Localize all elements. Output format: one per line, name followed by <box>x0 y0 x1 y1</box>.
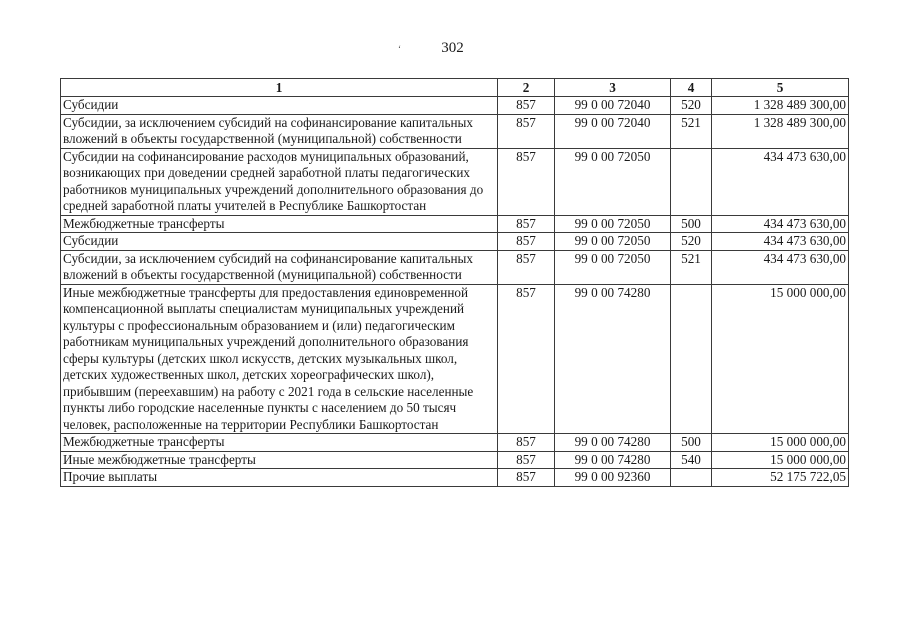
page-number: 302 <box>441 40 464 56</box>
row-grbs: 857 <box>498 148 555 215</box>
table-row <box>61 148 849 215</box>
row-name: Субсидии <box>61 97 498 115</box>
row-name: Иные межбюджетные трансферты <box>61 451 498 469</box>
scan-mark: ‘ <box>398 44 401 54</box>
row-vr <box>671 469 712 487</box>
row-grbs: 857 <box>498 114 555 148</box>
row-amount: 15 000 000,00 <box>712 434 849 452</box>
row-amount: 434 473 630,00 <box>712 233 849 251</box>
row-grbs: 857 <box>498 469 555 487</box>
row-csr: 99 0 00 72040 <box>555 97 671 115</box>
table-row <box>61 451 849 469</box>
row-name: Межбюджетные трансферты <box>61 215 498 233</box>
row-name: Субсидии <box>61 233 498 251</box>
budget-table <box>60 78 849 487</box>
row-grbs: 857 <box>498 215 555 233</box>
row-grbs: 857 <box>498 97 555 115</box>
row-vr: 521 <box>671 250 712 284</box>
row-csr: 99 0 00 72040 <box>555 114 671 148</box>
table-row <box>61 114 849 148</box>
row-grbs: 857 <box>498 233 555 251</box>
row-amount: 1 328 489 300,00 <box>712 114 849 148</box>
table-header-row <box>61 79 849 97</box>
row-grbs: 857 <box>498 434 555 452</box>
row-amount: 434 473 630,00 <box>712 148 849 215</box>
row-csr: 99 0 00 74280 <box>555 434 671 452</box>
row-grbs: 857 <box>498 284 555 434</box>
row-csr: 99 0 00 72050 <box>555 250 671 284</box>
row-csr: 99 0 00 74280 <box>555 451 671 469</box>
table-row <box>61 469 849 487</box>
header-col-1: 1 <box>61 79 498 97</box>
row-grbs: 857 <box>498 451 555 469</box>
table-row <box>61 233 849 251</box>
row-name: Прочие выплаты <box>61 469 498 487</box>
row-amount: 52 175 722,05 <box>712 469 849 487</box>
row-vr <box>671 148 712 215</box>
row-csr: 99 0 00 72050 <box>555 215 671 233</box>
row-name: Субсидии, за исключением субсидий на софинансирование капитальных вложений в объекты государственной (муниципальной) собственности <box>61 250 498 284</box>
row-csr: 99 0 00 74280 <box>555 284 671 434</box>
table-row <box>61 284 849 434</box>
row-name: Иные межбюджетные трансферты для предоставления единовременной компенсационной выплаты специалистам муниципальных учреждений культуры с профессиональным образованием и (или) педагогическим работникам муниципальных учреждений дополнительного образования сферы культуры (детских школ искусств, детских музыкальных школ, детских художественных школ, детских хореографических школ), прибывшим (переехавшим) на работу с 2021 года в сельские населенные пункты либо городские населенные пункты с населением до 50 тысяч человек, расположенные на территории Республики Башкортостан <box>61 284 498 434</box>
header-col-4: 4 <box>671 79 712 97</box>
row-vr: 520 <box>671 233 712 251</box>
row-name: Субсидии, за исключением субсидий на софинансирование капитальных вложений в объекты государственной (муниципальной) собственности <box>61 114 498 148</box>
header-col-3: 3 <box>555 79 671 97</box>
row-vr: 521 <box>671 114 712 148</box>
table-row <box>61 434 849 452</box>
row-amount: 15 000 000,00 <box>712 451 849 469</box>
header-col-5: 5 <box>712 79 849 97</box>
header-col-2: 2 <box>498 79 555 97</box>
row-vr: 520 <box>671 97 712 115</box>
row-csr: 99 0 00 72050 <box>555 148 671 215</box>
row-vr: 540 <box>671 451 712 469</box>
row-grbs: 857 <box>498 250 555 284</box>
row-name: Субсидии на софинансирование расходов муниципальных образований, возникающих при доведении средней заработной платы педагогических работников муниципальных учреждений дополнительного образования до средней заработной платы учителей в Республике Башкортостан <box>61 148 498 215</box>
row-vr: 500 <box>671 215 712 233</box>
row-name: Межбюджетные трансферты <box>61 434 498 452</box>
table-row <box>61 250 849 284</box>
row-csr: 99 0 00 92360 <box>555 469 671 487</box>
row-vr <box>671 284 712 434</box>
table-row <box>61 97 849 115</box>
row-amount: 1 328 489 300,00 <box>712 97 849 115</box>
row-csr: 99 0 00 72050 <box>555 233 671 251</box>
table-row <box>61 215 849 233</box>
row-amount: 434 473 630,00 <box>712 250 849 284</box>
row-vr: 500 <box>671 434 712 452</box>
row-amount: 434 473 630,00 <box>712 215 849 233</box>
row-amount: 15 000 000,00 <box>712 284 849 434</box>
